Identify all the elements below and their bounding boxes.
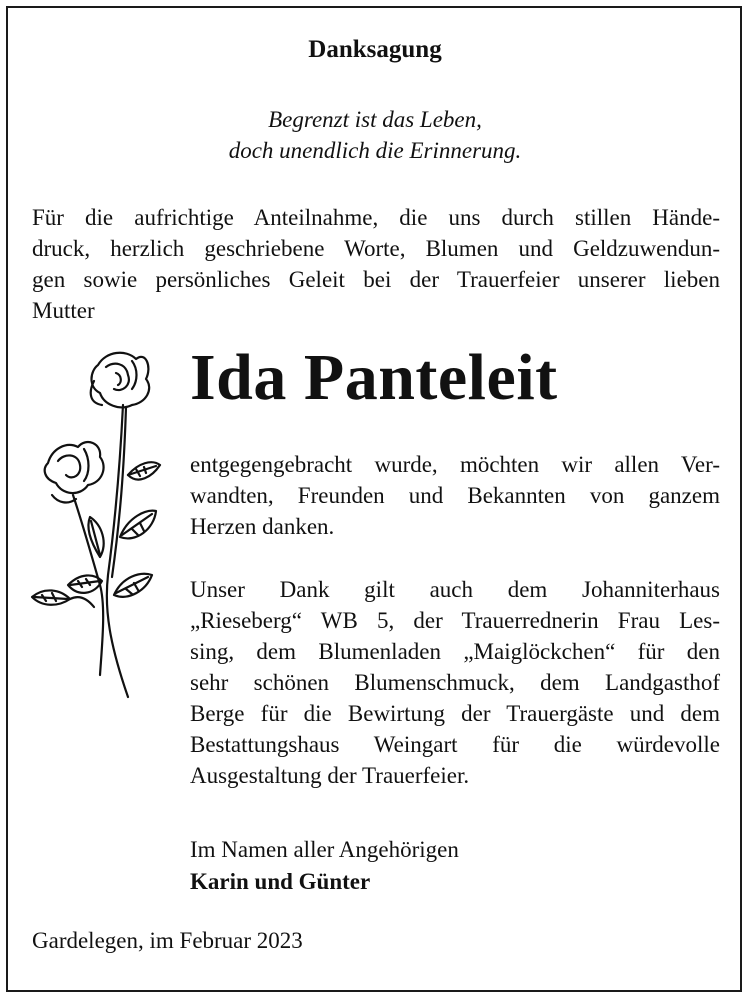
intro-line: Mutter (32, 298, 95, 323)
extra-line: Unser Dank gilt auch dem Johanniterhaus (190, 577, 720, 602)
intro-line: gen sowie persönliches Geleit bei der Trauerfeier unserer lieben (32, 267, 720, 292)
motto (0, 104, 750, 166)
extra-line: Berge für die Bewirtung der Trauergäste und dem (190, 701, 720, 726)
motto-line: Begrenzt ist das Leben, (268, 107, 482, 132)
intro-paragraph (32, 202, 720, 326)
deceased-name: Ida Panteleit (190, 341, 558, 414)
extra-line: „Rieseberg“ WB 5, der Trauerrednerin Frau Les- (190, 608, 720, 633)
rose-icon (28, 345, 173, 705)
signature-line: Im Namen aller Angehörigen (190, 837, 459, 862)
thanks-line: entgegengebracht wurde, möchten wir allen Ver- (190, 452, 720, 477)
notice-title: Danksagung (308, 36, 442, 63)
extra-thanks-paragraph (190, 574, 720, 791)
extra-line: Ausgestaltung der Trauerfeier. (190, 763, 470, 788)
intro-line: Für die aufrichtige Anteilnahme, die uns durch stillen Hände- (32, 205, 720, 230)
signature-names: Karin und Günter (190, 869, 371, 894)
extra-line: sing, dem Blumenladen „Maiglöckchen“ für den (190, 639, 720, 664)
thanks-paragraph (190, 449, 720, 542)
thanks-line: wandten, Freunden und Bekannten von ganzem (190, 483, 720, 508)
place-date: Gardelegen, im Februar 2023 (32, 928, 303, 953)
thanks-line: Herzen danken. (190, 514, 335, 539)
signature-block (190, 834, 459, 898)
extra-line: sehr schönen Blumenschmuck, dem Landgasthof (190, 670, 720, 695)
intro-line: druck, herzlich geschriebene Worte, Blumen und Geldzuwendun- (32, 236, 720, 261)
motto-line: doch unendlich die Erinnerung. (228, 138, 522, 163)
extra-line: Bestattungshaus Weingart für die würdevolle (190, 732, 720, 757)
